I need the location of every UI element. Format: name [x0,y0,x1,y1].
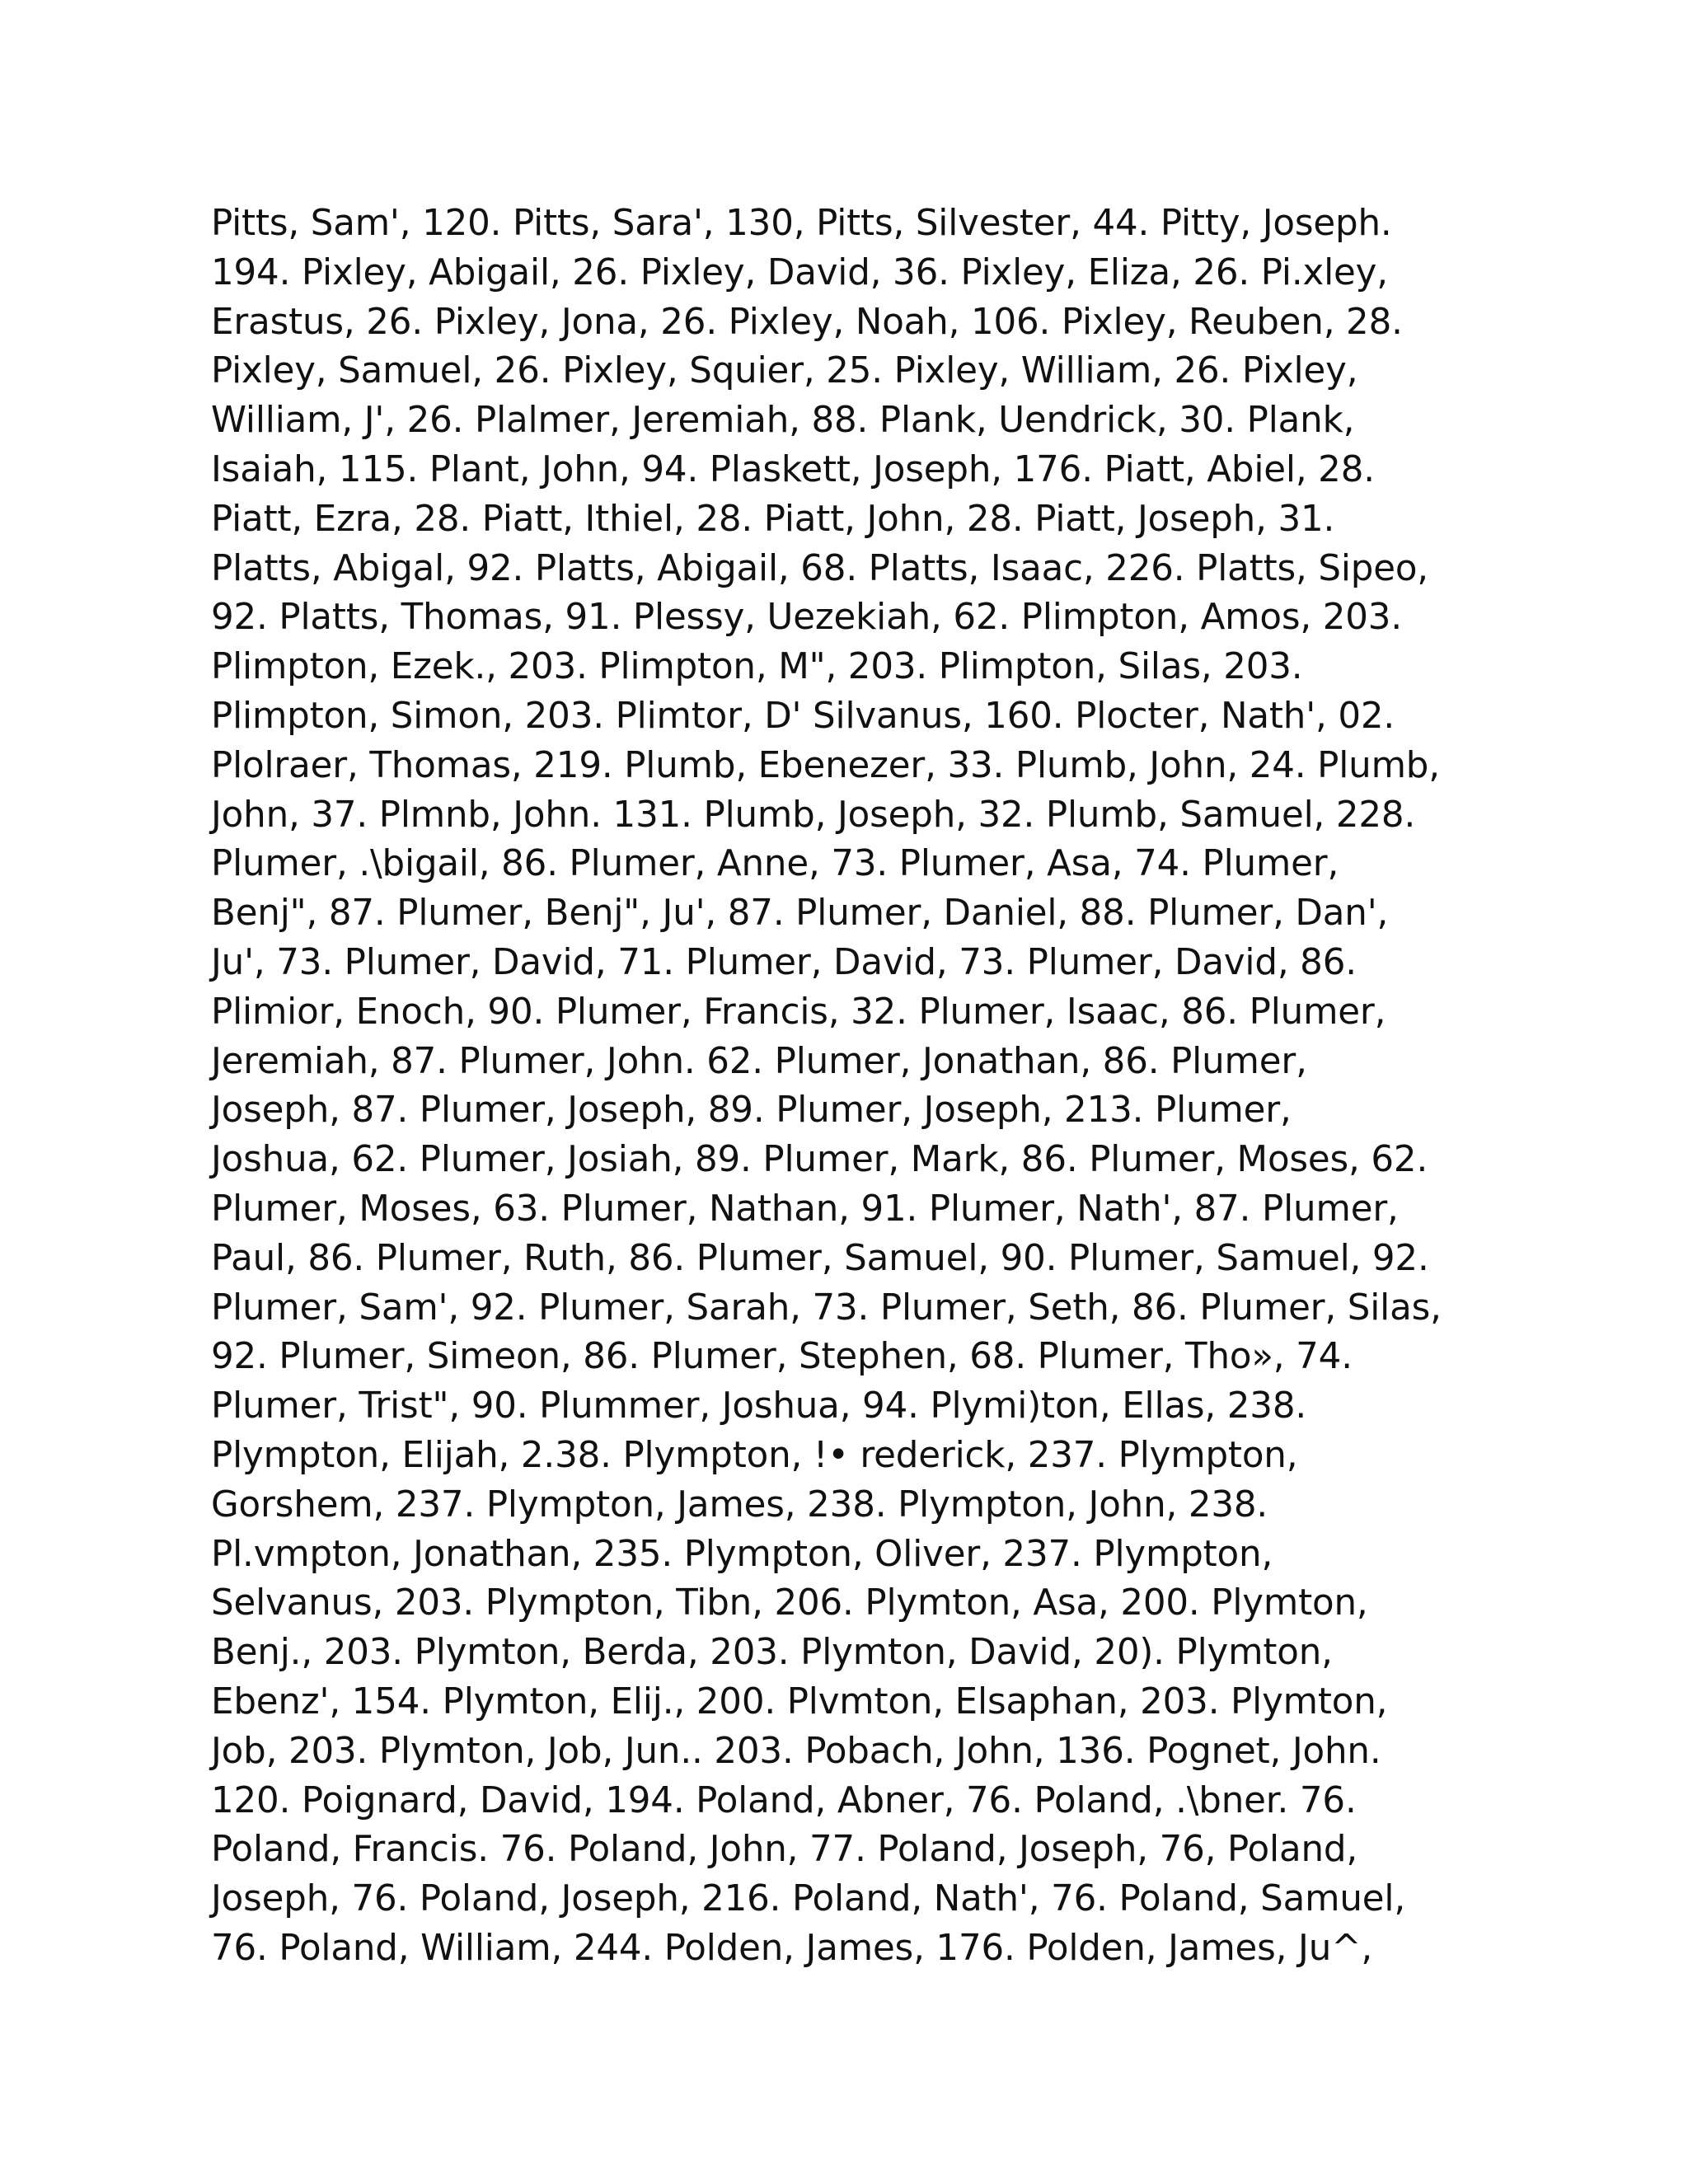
index-text-line: Plimior, Enoch, 90. Plumer, Francis, 32. Plumer, Isaac, 86. Plumer, [211,991,1386,1033]
index-text-line: 92. Platts, Thomas, 91. Plessy, Uezekiah, 62. Plimpton, Amos, 203. [211,597,1402,639]
index-text-line: William, J', 26. Plalmer, Jeremiah, 88. Plank, Uendrick, 30. Plank, [211,400,1355,442]
index-text-line: Plolraer, Thomas, 219. Plumb, Ebenezer, 33. Plumb, John, 24. Plumb, [211,744,1440,786]
index-text-line: Plumer, Sam', 92. Plumer, Sarah, 73. Plumer, Seth, 86. Plumer, Silas, [211,1286,1442,1329]
index-text-block [211,199,1497,1974]
index-text-line: Joshua, 62. Plumer, Josiah, 89. Plumer, Mark, 86. Plumer, Moses, 62. [211,1139,1428,1181]
index-text-line: Benj", 87. Plumer, Benj", Ju', 87. Plumer, Daniel, 88. Plumer, Dan', [211,893,1389,935]
index-text-line: Selvanus, 203. Plympton, Tibn, 206. Plymton, Asa, 200. Plymton, [211,1582,1368,1624]
index-text-line: 194. Pixley, Abigail, 26. Pixley, David, 36. Pixley, Eliza, 26. Pi.xley, [211,251,1388,293]
index-text-line: Jeremiah, 87. Plumer, John. 62. Plumer, Jonathan, 86. Plumer, [211,1040,1307,1082]
index-text-line: Isaiah, 115. Plant, John, 94. Plaskett, Joseph, 176. Piatt, Abiel, 28. [211,448,1375,490]
index-text-line: Plimpton, Simon, 203. Plimtor, D' Silvanus, 160. Plocter, Nath', 02. [211,695,1395,737]
index-text-line: Joseph, 76. Poland, Joseph, 216. Poland, Nath', 76. Poland, Samuel, [211,1878,1406,1920]
index-text-line: Erastus, 26. Pixley, Jona, 26. Pixley, Noah, 106. Pixley, Reuben, 28. [211,301,1403,343]
index-text-line: 92. Plumer, Simeon, 86. Plumer, Stephen, 68. Plumer, Tho», 74. [211,1336,1353,1378]
index-text-line: Plumer, .\bigail, 86. Plumer, Anne, 73. Plumer, Asa, 74. Plumer, [211,843,1339,885]
index-text-line: Pitts, Sam', 120. Pitts, Sara', 130, Pitts, Silvester, 44. Pitty, Joseph. [211,203,1392,244]
index-text-line: Ju', 73. Plumer, David, 71. Plumer, David, 73. Plumer, David, 86. [211,941,1357,983]
index-text-line: Benj., 203. Plymton, Berda, 203. Plymton, David, 20). Plymton, [211,1632,1333,1674]
index-text-line: Plumer, Moses, 63. Plumer, Nathan, 91. Plumer, Nath', 87. Plumer, [211,1188,1399,1230]
index-text-line: Poland, Francis. 76. Poland, John, 77. Poland, Joseph, 76, Poland, [211,1829,1358,1871]
index-text-line: Plimpton, Ezek., 203. Plimpton, M", 203. Plimpton, Silas, 203. [211,646,1303,688]
index-text-line: Platts, Abigal, 92. Platts, Abigail, 68. Platts, Isaac, 226. Platts, Sipeo, [211,547,1428,589]
index-text-line: John, 37. Plmnb, John. 131. Plumb, Joseph, 32. Plumb, Samuel, 228. [211,794,1416,836]
index-text-line: Plumer, Trist", 90. Plummer, Joshua, 94. Plymi)ton, Ellas, 238. [211,1385,1307,1427]
index-text-line: Piatt, Ezra, 28. Piatt, Ithiel, 28. Piatt, John, 28. Piatt, Joseph, 31. [211,498,1335,540]
index-text-line: Job, 203. Plymton, Job, Jun.. 203. Pobach, John, 136. Pognet, John. [211,1730,1381,1772]
index-text-line: Joseph, 87. Plumer, Joseph, 89. Plumer, Joseph, 213. Plumer, [211,1090,1292,1132]
index-text-line: 76. Poland, William, 244. Polden, James, 176. Polden, James, Ju^, [211,1927,1373,1969]
index-text-line: Gorshem, 237. Plympton, James, 238. Plympton, John, 238. [211,1483,1268,1526]
index-text-line: Plympton, Elijah, 2.38. Plympton, !• rederick, 237. Plympton, [211,1434,1298,1476]
index-text-line: Pixley, Samuel, 26. Pixley, Squier, 25. Pixley, William, 26. Pixley, [211,350,1358,392]
index-text-line: 120. Poignard, David, 194. Poland, Abner, 76. Poland, .\bner. 76. [211,1779,1357,1821]
index-text-line: Ebenz', 154. Plymton, Elij., 200. Plvmton, Elsaphan, 203. Plymton, [211,1680,1388,1722]
index-text-line: Paul, 86. Plumer, Ruth, 86. Plumer, Samuel, 90. Plumer, Samuel, 92. [211,1237,1429,1279]
index-text-line: Pl.vmpton, Jonathan, 235. Plympton, Oliver, 237. Plympton, [211,1533,1273,1575]
